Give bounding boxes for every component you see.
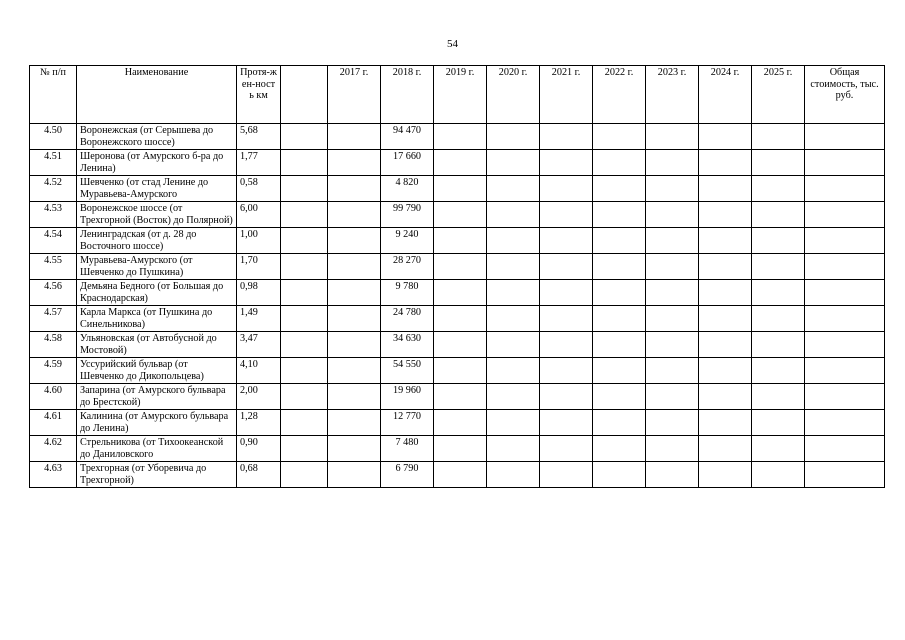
row-length: 0,90 bbox=[237, 436, 281, 462]
row-blank bbox=[281, 384, 328, 410]
row-length: 3,47 bbox=[237, 332, 281, 358]
row-2022 bbox=[593, 254, 646, 280]
table-row bbox=[30, 176, 885, 202]
row-2023 bbox=[646, 254, 699, 280]
row-2019 bbox=[434, 254, 487, 280]
row-2018: 28 270 bbox=[381, 254, 434, 280]
row-2025 bbox=[752, 280, 805, 306]
row-2023 bbox=[646, 462, 699, 488]
row-blank bbox=[281, 306, 328, 332]
row-2024 bbox=[699, 384, 752, 410]
row-2022 bbox=[593, 410, 646, 436]
row-total bbox=[805, 332, 885, 358]
row-2025 bbox=[752, 306, 805, 332]
row-2024 bbox=[699, 254, 752, 280]
row-total bbox=[805, 280, 885, 306]
header-2019: 2019 г. bbox=[434, 66, 487, 124]
row-2017 bbox=[328, 332, 381, 358]
row-2018: 94 470 bbox=[381, 124, 434, 150]
row-2021 bbox=[540, 436, 593, 462]
row-blank bbox=[281, 228, 328, 254]
row-2022 bbox=[593, 462, 646, 488]
row-name: Ульяновская (от Автобусной до Мостовой) bbox=[77, 332, 237, 358]
row-2025 bbox=[752, 384, 805, 410]
row-total bbox=[805, 306, 885, 332]
row-name: Демьяна Бедного (от Большая до Краснодарская) bbox=[77, 280, 237, 306]
row-2018: 4 820 bbox=[381, 176, 434, 202]
row-2023 bbox=[646, 202, 699, 228]
row-2024 bbox=[699, 150, 752, 176]
row-num: 4.52 bbox=[30, 176, 77, 202]
row-2022 bbox=[593, 228, 646, 254]
row-2020 bbox=[487, 436, 540, 462]
row-total bbox=[805, 410, 885, 436]
row-2020 bbox=[487, 176, 540, 202]
row-2021 bbox=[540, 358, 593, 384]
row-2019 bbox=[434, 410, 487, 436]
row-2023 bbox=[646, 176, 699, 202]
header-2017: 2017 г. bbox=[328, 66, 381, 124]
row-2018: 24 780 bbox=[381, 306, 434, 332]
row-2023 bbox=[646, 124, 699, 150]
row-blank bbox=[281, 332, 328, 358]
row-2018: 54 550 bbox=[381, 358, 434, 384]
row-2024 bbox=[699, 176, 752, 202]
row-name: Уссурийский бульвар (от Шевченко до Дикопольцева) bbox=[77, 358, 237, 384]
row-num: 4.54 bbox=[30, 228, 77, 254]
header-2024: 2024 г. bbox=[699, 66, 752, 124]
row-2022 bbox=[593, 384, 646, 410]
row-2025 bbox=[752, 124, 805, 150]
row-total bbox=[805, 228, 885, 254]
table-row bbox=[30, 150, 885, 176]
row-blank bbox=[281, 176, 328, 202]
row-blank bbox=[281, 280, 328, 306]
row-2018: 7 480 bbox=[381, 436, 434, 462]
row-length: 4,10 bbox=[237, 358, 281, 384]
row-2019 bbox=[434, 384, 487, 410]
row-num: 4.55 bbox=[30, 254, 77, 280]
row-2019 bbox=[434, 228, 487, 254]
row-2024 bbox=[699, 332, 752, 358]
row-total bbox=[805, 384, 885, 410]
row-name: Калинина (от Амурского бульвара до Ленина) bbox=[77, 410, 237, 436]
row-2020 bbox=[487, 462, 540, 488]
row-name: Воронежское шоссе (от Трехгорной (Восток) до Полярной) bbox=[77, 202, 237, 228]
row-2017 bbox=[328, 410, 381, 436]
investment-table bbox=[29, 65, 885, 488]
row-2018: 19 960 bbox=[381, 384, 434, 410]
table-row bbox=[30, 384, 885, 410]
row-2024 bbox=[699, 410, 752, 436]
row-2024 bbox=[699, 462, 752, 488]
row-name: Воронежская (от Серышева до Воронежского шоссе) bbox=[77, 124, 237, 150]
row-2017 bbox=[328, 306, 381, 332]
row-2022 bbox=[593, 124, 646, 150]
row-2018: 12 770 bbox=[381, 410, 434, 436]
row-2020 bbox=[487, 306, 540, 332]
row-blank bbox=[281, 150, 328, 176]
row-2024 bbox=[699, 202, 752, 228]
row-2021 bbox=[540, 384, 593, 410]
row-2020 bbox=[487, 410, 540, 436]
row-length: 1,00 bbox=[237, 228, 281, 254]
row-2025 bbox=[752, 228, 805, 254]
row-length: 1,49 bbox=[237, 306, 281, 332]
row-2025 bbox=[752, 358, 805, 384]
row-2022 bbox=[593, 306, 646, 332]
row-2025 bbox=[752, 462, 805, 488]
row-2024 bbox=[699, 124, 752, 150]
row-2023 bbox=[646, 436, 699, 462]
row-length: 2,00 bbox=[237, 384, 281, 410]
table-row bbox=[30, 332, 885, 358]
row-length: 6,00 bbox=[237, 202, 281, 228]
row-2019 bbox=[434, 124, 487, 150]
row-2022 bbox=[593, 202, 646, 228]
table-row bbox=[30, 254, 885, 280]
row-2018: 9 240 bbox=[381, 228, 434, 254]
row-2025 bbox=[752, 150, 805, 176]
row-length: 1,28 bbox=[237, 410, 281, 436]
header-blank bbox=[281, 66, 328, 124]
row-2021 bbox=[540, 202, 593, 228]
row-2024 bbox=[699, 436, 752, 462]
row-2021 bbox=[540, 306, 593, 332]
row-total bbox=[805, 124, 885, 150]
row-num: 4.60 bbox=[30, 384, 77, 410]
row-2023 bbox=[646, 332, 699, 358]
row-2017 bbox=[328, 462, 381, 488]
row-2025 bbox=[752, 254, 805, 280]
row-2020 bbox=[487, 254, 540, 280]
row-2019 bbox=[434, 176, 487, 202]
row-2019 bbox=[434, 436, 487, 462]
row-2023 bbox=[646, 410, 699, 436]
row-2023 bbox=[646, 358, 699, 384]
header-2025: 2025 г. bbox=[752, 66, 805, 124]
row-num: 4.50 bbox=[30, 124, 77, 150]
row-2024 bbox=[699, 358, 752, 384]
row-2024 bbox=[699, 228, 752, 254]
row-2020 bbox=[487, 228, 540, 254]
row-length: 1,70 bbox=[237, 254, 281, 280]
row-2022 bbox=[593, 176, 646, 202]
row-2017 bbox=[328, 384, 381, 410]
header-2018: 2018 г. bbox=[381, 66, 434, 124]
row-num: 4.62 bbox=[30, 436, 77, 462]
row-blank bbox=[281, 462, 328, 488]
row-2017 bbox=[328, 150, 381, 176]
row-length: 5,68 bbox=[237, 124, 281, 150]
row-2023 bbox=[646, 150, 699, 176]
row-blank bbox=[281, 202, 328, 228]
row-length: 1,77 bbox=[237, 150, 281, 176]
row-total bbox=[805, 462, 885, 488]
row-2019 bbox=[434, 280, 487, 306]
row-num: 4.53 bbox=[30, 202, 77, 228]
table-row bbox=[30, 228, 885, 254]
row-total bbox=[805, 254, 885, 280]
row-2017 bbox=[328, 228, 381, 254]
table-row bbox=[30, 436, 885, 462]
row-name: Шевченко (от стад Ленине до Муравьева-Амурского bbox=[77, 176, 237, 202]
table-body bbox=[30, 124, 885, 488]
row-num: 4.63 bbox=[30, 462, 77, 488]
row-2022 bbox=[593, 280, 646, 306]
row-2020 bbox=[487, 202, 540, 228]
row-2021 bbox=[540, 254, 593, 280]
row-2019 bbox=[434, 202, 487, 228]
row-2022 bbox=[593, 436, 646, 462]
row-2017 bbox=[328, 358, 381, 384]
row-2023 bbox=[646, 228, 699, 254]
row-2021 bbox=[540, 280, 593, 306]
row-name: Стрельникова (от Тихоокеанской до Даниловского bbox=[77, 436, 237, 462]
row-2025 bbox=[752, 202, 805, 228]
row-2017 bbox=[328, 254, 381, 280]
row-2021 bbox=[540, 462, 593, 488]
row-2019 bbox=[434, 306, 487, 332]
row-blank bbox=[281, 124, 328, 150]
row-2020 bbox=[487, 384, 540, 410]
row-2019 bbox=[434, 332, 487, 358]
table-row bbox=[30, 410, 885, 436]
row-2021 bbox=[540, 124, 593, 150]
table-row bbox=[30, 202, 885, 228]
row-2020 bbox=[487, 150, 540, 176]
row-2025 bbox=[752, 176, 805, 202]
row-num: 4.58 bbox=[30, 332, 77, 358]
row-2017 bbox=[328, 202, 381, 228]
row-2024 bbox=[699, 280, 752, 306]
header-2022: 2022 г. bbox=[593, 66, 646, 124]
row-num: 4.59 bbox=[30, 358, 77, 384]
header-total: Общая стоимость, тыс. руб. bbox=[805, 66, 885, 124]
row-2018: 9 780 bbox=[381, 280, 434, 306]
table-header-row bbox=[30, 66, 885, 124]
row-total bbox=[805, 150, 885, 176]
row-total bbox=[805, 176, 885, 202]
row-total bbox=[805, 358, 885, 384]
row-2021 bbox=[540, 332, 593, 358]
row-blank bbox=[281, 410, 328, 436]
row-2017 bbox=[328, 436, 381, 462]
row-name: Запарина (от Амурского бульвара до Брестской) bbox=[77, 384, 237, 410]
row-2021 bbox=[540, 410, 593, 436]
row-2020 bbox=[487, 280, 540, 306]
row-2019 bbox=[434, 150, 487, 176]
row-2017 bbox=[328, 280, 381, 306]
row-2022 bbox=[593, 150, 646, 176]
row-2021 bbox=[540, 228, 593, 254]
header-2021: 2021 г. bbox=[540, 66, 593, 124]
row-name: Ленинградская (от д. 28 до Восточного шоссе) bbox=[77, 228, 237, 254]
header-name: Наименование bbox=[77, 66, 237, 124]
page-number: 54 bbox=[447, 38, 458, 50]
row-2024 bbox=[699, 306, 752, 332]
table-row bbox=[30, 306, 885, 332]
row-2020 bbox=[487, 358, 540, 384]
table-row bbox=[30, 124, 885, 150]
table-row bbox=[30, 462, 885, 488]
row-2023 bbox=[646, 280, 699, 306]
header-2020: 2020 г. bbox=[487, 66, 540, 124]
row-2018: 34 630 bbox=[381, 332, 434, 358]
row-2023 bbox=[646, 306, 699, 332]
row-2025 bbox=[752, 436, 805, 462]
row-name: Шеронова (от Амурского б-ра до Ленина) bbox=[77, 150, 237, 176]
row-blank bbox=[281, 436, 328, 462]
row-2021 bbox=[540, 176, 593, 202]
row-2025 bbox=[752, 332, 805, 358]
row-2018: 17 660 bbox=[381, 150, 434, 176]
row-num: 4.56 bbox=[30, 280, 77, 306]
row-num: 4.57 bbox=[30, 306, 77, 332]
row-2023 bbox=[646, 384, 699, 410]
row-total bbox=[805, 202, 885, 228]
row-num: 4.51 bbox=[30, 150, 77, 176]
row-2018: 99 790 bbox=[381, 202, 434, 228]
row-2025 bbox=[752, 410, 805, 436]
row-2022 bbox=[593, 358, 646, 384]
row-name: Карла Маркса (от Пушкина до Синельникова) bbox=[77, 306, 237, 332]
row-2020 bbox=[487, 124, 540, 150]
header-num: № п/п bbox=[30, 66, 77, 124]
row-2019 bbox=[434, 358, 487, 384]
row-name: Муравьева-Амурского (от Шевченко до Пушкина) bbox=[77, 254, 237, 280]
row-name: Трехгорная (от Уборевича до Трехгорной) bbox=[77, 462, 237, 488]
row-length: 0,68 bbox=[237, 462, 281, 488]
row-length: 0,98 bbox=[237, 280, 281, 306]
row-2021 bbox=[540, 150, 593, 176]
row-blank bbox=[281, 254, 328, 280]
row-total bbox=[805, 436, 885, 462]
row-2022 bbox=[593, 332, 646, 358]
table-row bbox=[30, 358, 885, 384]
row-num: 4.61 bbox=[30, 410, 77, 436]
row-2017 bbox=[328, 176, 381, 202]
row-2017 bbox=[328, 124, 381, 150]
table-row bbox=[30, 280, 885, 306]
header-length: Протя-жен-ность км bbox=[237, 66, 281, 124]
row-length: 0,58 bbox=[237, 176, 281, 202]
row-2020 bbox=[487, 332, 540, 358]
row-2018: 6 790 bbox=[381, 462, 434, 488]
row-blank bbox=[281, 358, 328, 384]
row-2019 bbox=[434, 462, 487, 488]
header-2023: 2023 г. bbox=[646, 66, 699, 124]
